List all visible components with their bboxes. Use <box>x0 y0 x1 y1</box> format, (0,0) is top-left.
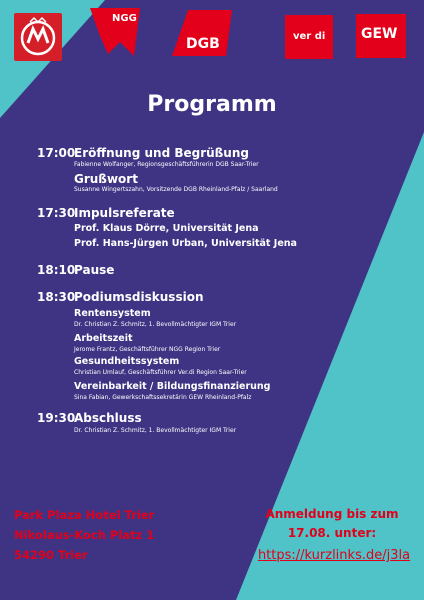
igmetall-emblem-icon <box>14 13 62 61</box>
item-time: 19:30 <box>37 411 76 425</box>
item-title: Eröffnung und Begrüßung <box>74 146 249 160</box>
item-title: Impulsreferate <box>74 206 175 220</box>
registration-date: 17.08. unter: <box>287 526 377 540</box>
item-note: Jerome Frantz, Geschäftsführer NGG Region Trier <box>74 346 221 353</box>
item-sub: Prof. Hans-Jürgen Urban, Universität Jena <box>74 238 297 249</box>
item-note: Dr. Christian Z. Schmitz, 1. Bevollmächtigter IGM Trier <box>74 321 237 328</box>
item-sub: Vereinbarkeit / Bildungsfinanzierung <box>74 381 271 392</box>
verdi-logo <box>285 15 333 59</box>
venue-street: Nikolaus-Koch Platz 1 <box>14 528 155 542</box>
item-note: Susanne Wingertszahn, Vorsitzende DGB Rheinland-Pfalz / Saarland <box>74 186 278 193</box>
item-title: Pause <box>74 263 115 277</box>
ngg-logo <box>90 8 140 58</box>
venue-city: 54290 Trier <box>14 548 88 562</box>
item-title: Grußwort <box>74 172 138 186</box>
item-time: 18:10 <box>37 263 76 277</box>
page-title: Programm <box>147 92 277 117</box>
dgb-logo-text: DGB <box>186 36 220 52</box>
item-sub: Gesundheitssystem <box>74 356 180 367</box>
registration-deadline: Anmeldung bis zum <box>265 507 399 521</box>
item-note: Sina Fabian, Gewerkschaftssekretärin GEW Rheinland-Pfalz <box>74 394 252 401</box>
dgb-logo <box>172 10 232 56</box>
ngg-logo-text: NGG <box>112 13 137 24</box>
item-sub: Prof. Klaus Dörre, Universität Jena <box>74 223 259 234</box>
verdi-logo-text: ver di <box>293 31 326 42</box>
registration-link[interactable]: https://kurzlinks.de/j3la <box>257 548 411 563</box>
item-title: Podiumsdiskussion <box>74 290 204 304</box>
item-time: 17:30 <box>37 206 76 220</box>
gew-logo <box>356 14 406 58</box>
item-note: Dr. Christian Z. Schmitz, 1. Bevollmächtigter IGM Trier <box>74 427 237 434</box>
venue-name: Park Plaza Hotel Trier <box>14 508 155 522</box>
item-title: Abschluss <box>74 411 142 425</box>
item-note: Fabienne Wolfanger, Regionsgeschäftsführerin DGB Saar-Trier <box>74 161 259 168</box>
igmetall-logo <box>14 13 62 61</box>
item-time: 17:00 <box>37 146 76 160</box>
item-time: 18:30 <box>37 290 76 304</box>
gew-logo-text: GEW <box>361 26 398 42</box>
item-note: Christian Umlauf, Geschäftsführer Ver.di Region Saar-Trier <box>74 369 247 376</box>
item-sub: Rentensystem <box>74 308 151 319</box>
item-sub: Arbeitszeit <box>74 333 133 344</box>
